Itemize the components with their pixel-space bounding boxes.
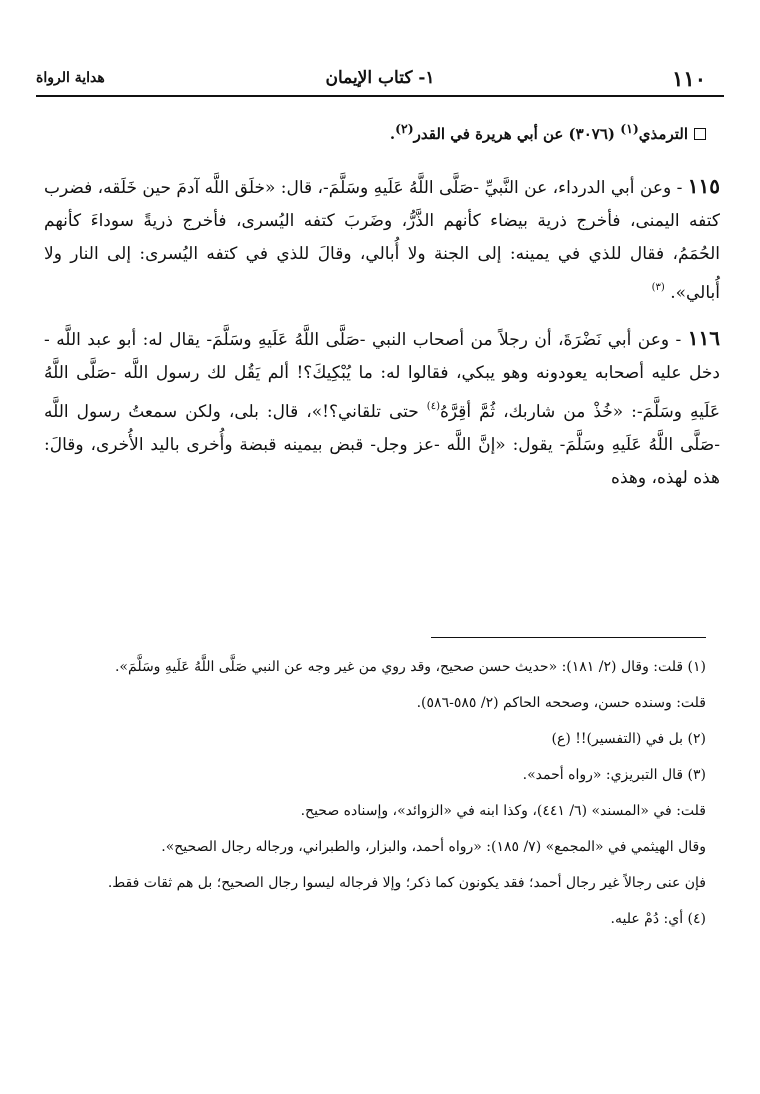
- source-text: الترمذي: [638, 125, 688, 143]
- hadith-number: ١١٦: [687, 326, 720, 350]
- footnote-1: (١) قلت: وقال (٢/ ١٨١): «حديث حسن صحيح، وقد روي من غير وجه عن النبي صَلَّى اللَّهُ عَلَيهِ وسَلَّمَ».: [114, 659, 706, 675]
- hadith-text-continued: حتى تلقاني؟!»، قال: بلى، ولكن سمعتُ رسول اللَّه -صَلَّى اللَّهُ عَلَيهِ وسَلَّمَ- يقول: «إنَّ اللَّه -عز وجل- قبض بيمينه قبضة وأُخرى باليد الأُخرى، وقالَ: هذه لهذه، وهذه: [44, 402, 720, 488]
- book-title: هداية الرواة: [36, 70, 105, 86]
- footnote-4: (٤) أي: دُمْ عليه.: [610, 911, 706, 927]
- footnote-ref-2[interactable]: (٢): [395, 121, 414, 136]
- source-reference: [36, 116, 706, 147]
- hadith-115: [44, 170, 720, 310]
- footnotes-section: [44, 654, 706, 942]
- square-bullet-icon: [694, 128, 706, 140]
- page-number: ١١٠: [672, 66, 706, 91]
- footnote-ref-3[interactable]: (٣): [651, 282, 665, 293]
- footnote-3-note-c: فإن عنى رجالاً غير رجال أحمد؛ فقد يكونون كما ذكر؛ وإلا فرجاله ليسوا رجال الصحيح؛ بل هم ثقات فقط.: [107, 875, 706, 891]
- source-text-2: (٣٠٧٦) عن أبي هريرة في القدر: [413, 125, 621, 143]
- hadith-number: ١١٥: [687, 174, 720, 198]
- footnote-3: (٣) قال التبريزي: «رواه أحمد».: [522, 767, 706, 783]
- footnote-divider: [431, 637, 706, 638]
- header-divider: [36, 95, 724, 97]
- chapter-title: ١- كتاب الإيمان: [325, 68, 435, 88]
- source-end: .: [389, 125, 396, 143]
- footnote-ref-4[interactable]: (٤): [426, 401, 440, 412]
- main-text: [44, 170, 720, 495]
- hadith-116: [44, 322, 720, 495]
- footnote-2: (٢) بل في (التفسير)!! (ع): [551, 731, 706, 747]
- hadith-text: - وعن أبي الدرداء، عن النَّبيِّ -صَلَّى اللَّهُ عَلَيهِ وسَلَّمَ-، قال: «خلَق اللَّه آدمَ حين خَلَقه، فضرب كتفه اليمنى، فأخرج ذرية بيضاء كأنهم الذَّرُّ، وضَربَ كتفه اليُسرى، فأخرج ذريةً سوداءَ كأنهم الحُمَمُ، فقال للذي في يمينه: إلى الجنة ولا أُبالي، وقالَ للذي في كتفه اليُسرى: إلى النار ولا أُبالي».: [44, 178, 720, 303]
- hadith-text: - وعن أبي نَضْرَةَ، أن رجلاً من أصحاب النبي -صَلَّى اللَّهُ عَلَيهِ وسَلَّمَ- يقال له: أبو عبد اللَّه - دخل عليه أصحابه يعودونه وهو يبكي، فقالوا له: ما يُبْكِيكَ؟! ألم يَقُل لك رسول اللَّه -صَلَّى اللَّهُ عَلَيهِ وسَلَّمَ-: «خُذْ من شاربك، ثُمَّ أقِرَّهُ: [44, 330, 720, 422]
- footnote-3-note-b: وقال الهيثمي في «المجمع» (٧/ ١٨٥): «رواه أحمد، والبزار، والطبراني، ورجاله رجال الصحيح».: [161, 839, 706, 855]
- footnote-1-note: قلت: وسنده حسن، وصححه الحاكم (٢/ ٥٨٥-٥٨٦).: [416, 695, 706, 711]
- footnote-3-note-a: قلت: في «المسند» (٦/ ٤٤١)، وكذا ابنه في «الزوائد»، وإسناده صحيح.: [300, 803, 706, 819]
- footnote-ref-1[interactable]: (١): [620, 121, 639, 136]
- page-header: [36, 62, 724, 94]
